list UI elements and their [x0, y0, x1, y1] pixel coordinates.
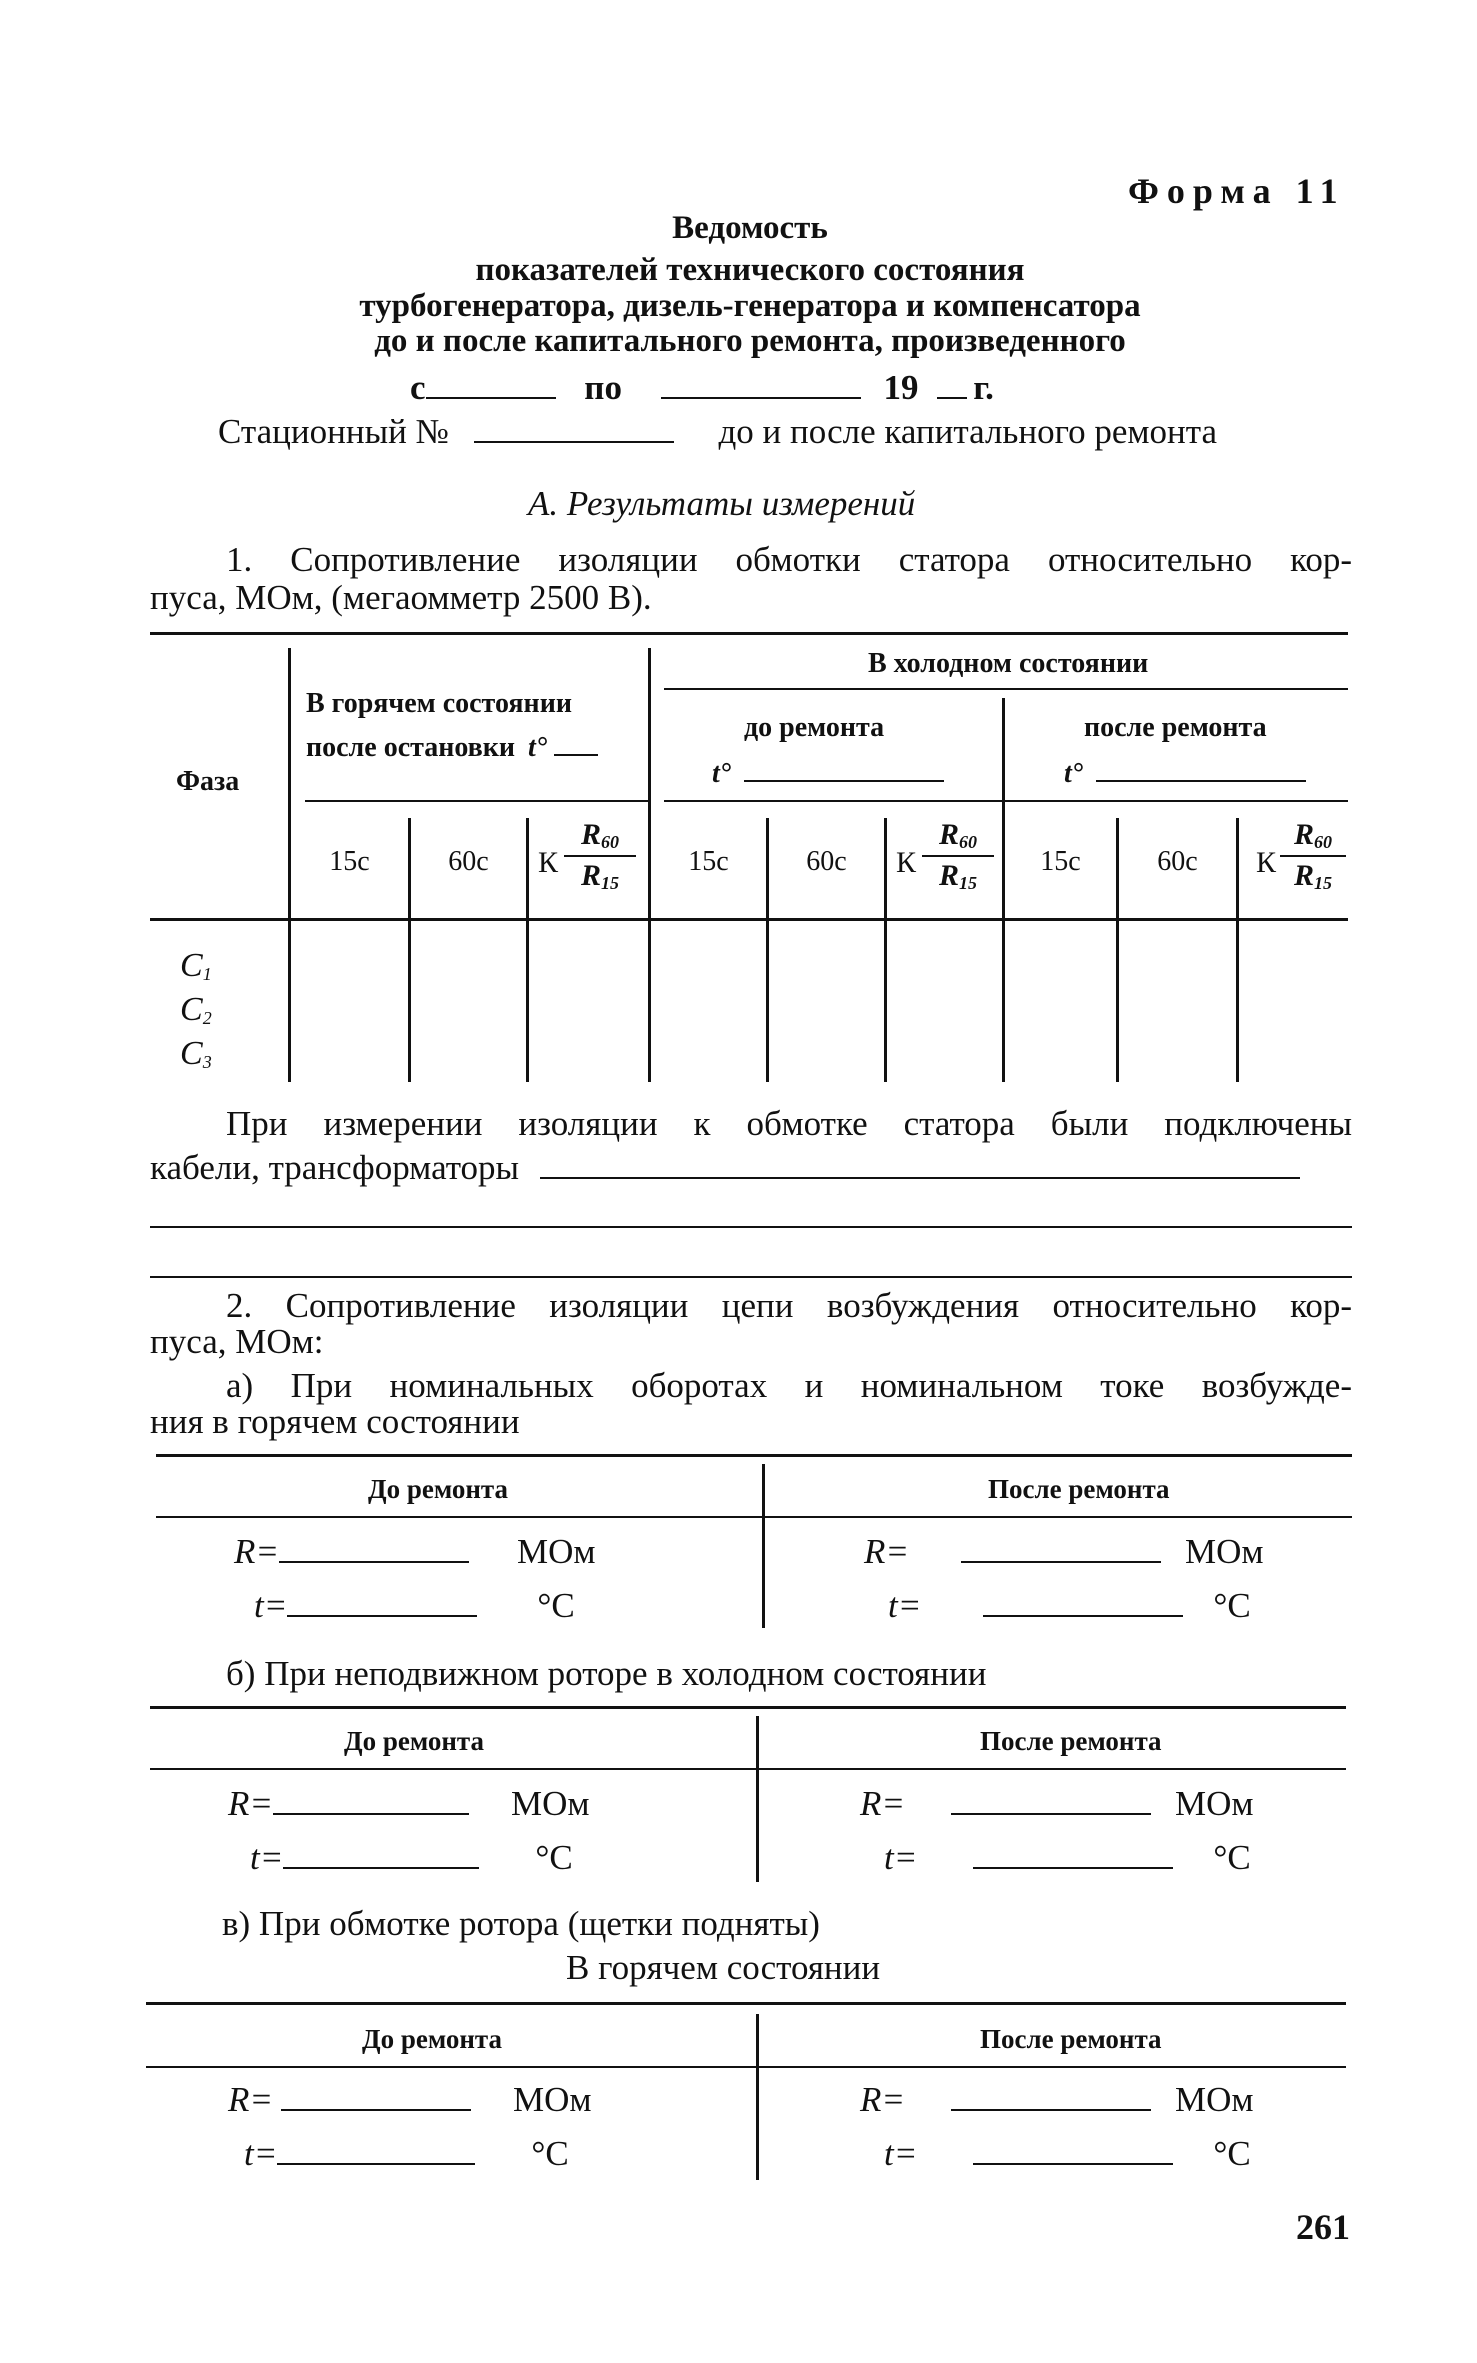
after-15: 15с: [1040, 846, 1081, 877]
table-a-after-r-blank[interactable]: [961, 1533, 1161, 1563]
hot-temp-blank[interactable]: [554, 734, 598, 756]
table-a-divider: [762, 1464, 765, 1628]
year-blank[interactable]: [937, 369, 967, 399]
item2a-line2: ния в горячем состоянии: [150, 1402, 520, 1441]
table-b-before-r-blank[interactable]: [273, 1785, 469, 1815]
col-before: до ремонта: [744, 712, 885, 743]
col-phase: Фаза: [176, 766, 240, 797]
item2-line1: 2. Сопротивление изоляции цепи возбуждения относительно кор-: [226, 1286, 1352, 1325]
table-a-before-r: R= МОм: [234, 1532, 596, 1571]
col-after-temp: [1064, 758, 1306, 790]
cables-blank-3[interactable]: [150, 1276, 1352, 1278]
col-cold: В холодном состоянии: [868, 648, 1149, 679]
after-temp-blank[interactable]: [1096, 760, 1306, 782]
item2c-sub: В горячем состоянии: [566, 1948, 881, 1987]
col-before-temp: [712, 758, 944, 790]
table-c-top: [146, 2002, 1346, 2005]
after-frac-bar: [1280, 855, 1346, 857]
table-c-before-t-blank[interactable]: [277, 2135, 475, 2165]
table-b-before-t: t= °С: [250, 1838, 573, 1877]
col-after: после ремонта: [1084, 712, 1267, 743]
table-a-after: После ремонта: [988, 1474, 1170, 1504]
note-line2: [150, 1148, 1300, 1188]
item1-line1: 1. Сопротивление изоляции обмотки статора относительно кор-: [226, 540, 1352, 579]
station-line: [218, 412, 1217, 452]
vline-7: [1002, 698, 1005, 1082]
before-frac-bar: [922, 855, 994, 857]
before-15: 15с: [688, 846, 729, 877]
after-k: К: [1256, 846, 1277, 879]
phase-list: [180, 948, 212, 1080]
cables-blank[interactable]: [540, 1149, 1300, 1179]
table-c-after-r: R= МОм: [860, 2080, 1254, 2119]
hot-fraction: [564, 818, 636, 894]
title-line2: показателей технического состояния: [475, 252, 1025, 288]
item2c: в) При обмотке ротора (щетки подняты): [222, 1904, 820, 1943]
before-fraction: [922, 818, 994, 894]
note-line1: При измерении изоляции к обмотке статора были подключены: [226, 1104, 1352, 1143]
title-line1: Ведомость: [672, 210, 828, 246]
table-b-top: [150, 1706, 1346, 1709]
before-temp-symbol: t°: [712, 758, 731, 789]
hot-frac-num: $R_{60}$: [580, 818, 619, 852]
table-cold-sub-line: [664, 800, 1348, 802]
table-b-before-r: R= МОм: [228, 1784, 590, 1823]
table-header-bottom-line: [150, 918, 1348, 921]
station-blank[interactable]: [474, 413, 674, 443]
hot-k: К: [538, 846, 559, 879]
table-a-before-t-blank[interactable]: [287, 1587, 477, 1617]
table-b-after-r: R= МОм: [860, 1784, 1254, 1823]
year-prefix: 19: [883, 368, 919, 407]
table-cold-line: [664, 688, 1348, 690]
hot-60: 60с: [448, 846, 489, 877]
year-suffix: г.: [973, 368, 994, 407]
table-b-after-t: t= °С: [884, 1838, 1251, 1877]
item2a-line1: а) При номинальных оборотах и номинальном токе возбужде-: [226, 1366, 1352, 1405]
after-temp-symbol: t°: [1064, 758, 1083, 789]
table-c-after-r-blank[interactable]: [951, 2081, 1151, 2111]
item2b: б) При неподвижном роторе в холодном состоянии: [226, 1654, 987, 1693]
col-hot: В горячем состоянии: [306, 688, 572, 719]
table-c-mid: [146, 2066, 1346, 2068]
table-c-after: После ремонта: [980, 2024, 1162, 2054]
phase-c2: $C_2$: [180, 991, 212, 1028]
before-k: К: [896, 846, 917, 879]
hot-frac-bar: [564, 855, 636, 857]
table-a-after-t: t= °С: [888, 1586, 1251, 1625]
section-a-title: А. Результаты измерений: [528, 484, 916, 523]
phase-c1: $C_1$: [180, 947, 212, 984]
before-temp-blank[interactable]: [744, 760, 944, 782]
date-line: [410, 368, 994, 408]
item2-line2: пуса, МОм:: [150, 1322, 324, 1361]
table-b-after-t-blank[interactable]: [973, 1839, 1173, 1869]
before-60: 60с: [806, 846, 847, 877]
table-c-before-r: R= МОм: [228, 2080, 592, 2119]
before-frac-num: $R_{60}$: [938, 818, 977, 852]
table-a-before: До ремонта: [368, 1474, 509, 1504]
date-from-label: с: [410, 368, 426, 407]
table-b-mid: [150, 1768, 1346, 1770]
table-c-before-t: t= °С: [244, 2134, 569, 2173]
table-a-mid: [156, 1516, 1352, 1518]
title-line4: до и после капитального ремонта, произведенного: [374, 323, 1126, 359]
table-c-before-r-blank[interactable]: [281, 2081, 471, 2111]
cables-blank-2[interactable]: [150, 1226, 1352, 1228]
col-hot-line2: [306, 732, 598, 764]
table-hot-sub-line: [305, 800, 648, 802]
date-to-label: по: [584, 368, 622, 407]
page-number: 261: [1296, 2207, 1350, 2247]
table-c-before: До ремонта: [362, 2024, 503, 2054]
table-b-before-t-blank[interactable]: [283, 1839, 479, 1869]
vline-3: [526, 818, 529, 1082]
table-b-after: После ремонта: [980, 1726, 1162, 1756]
after-frac-den: $R_{15}$: [1293, 859, 1332, 893]
table-top-line: [150, 632, 1348, 635]
after-frac-num: $R_{60}$: [1293, 818, 1332, 852]
hot-frac-den: $R_{15}$: [580, 859, 619, 893]
table-b-after-r-blank[interactable]: [951, 1785, 1151, 1815]
hot-15: 15с: [329, 846, 370, 877]
after-60: 60с: [1157, 846, 1198, 877]
vline-6: [884, 818, 887, 1082]
col-hot-temp: t°: [528, 732, 548, 763]
table-a-after-r: R= МОм: [864, 1532, 1264, 1571]
table-a-top: [156, 1454, 1352, 1457]
col-hot-line2-text: после остановки: [306, 732, 516, 763]
note-line2-text: кабели, трансформаторы: [150, 1148, 520, 1187]
item1-line2: пуса, МОм, (мегаомметр 2500 В).: [150, 578, 652, 617]
date-to-blank[interactable]: [661, 369, 861, 399]
vline-9: [1236, 818, 1239, 1082]
title-line3: турбогенератора, дизель-генератора и компенсатора: [359, 288, 1141, 324]
table-a-before-t: t= °С: [254, 1586, 575, 1625]
station-label: Стационный №: [218, 412, 449, 451]
table-c-after-t-blank[interactable]: [973, 2135, 1173, 2165]
table-a-after-t-blank[interactable]: [983, 1587, 1183, 1617]
station-suffix: до и после капитального ремонта: [718, 412, 1218, 451]
table-a-before-r-blank[interactable]: [279, 1533, 469, 1563]
table-c-divider: [756, 2014, 759, 2180]
phase-c3: $C_3$: [180, 1035, 212, 1072]
table-b-before: До ремонта: [344, 1726, 485, 1756]
date-from-blank[interactable]: [426, 369, 556, 399]
form-label: Форма 11: [1128, 171, 1346, 211]
before-frac-den: $R_{15}$: [938, 859, 977, 893]
table-c-after-t: t= °С: [884, 2134, 1251, 2173]
table-b-divider: [756, 1716, 759, 1882]
after-fraction: [1280, 818, 1346, 894]
